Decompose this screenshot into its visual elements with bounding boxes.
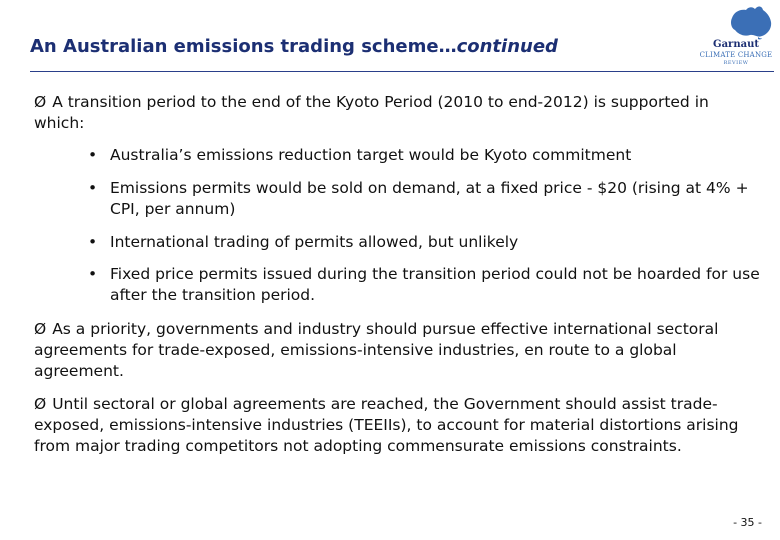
title-rule — [30, 71, 774, 72]
slide-title — [30, 36, 558, 57]
arrow-bullet-icon: Ø — [34, 320, 47, 338]
slide-title-continued: continued — [456, 36, 558, 57]
arrow-bullet-icon: Ø — [34, 395, 47, 413]
australia-map-icon — [728, 4, 774, 40]
logo-review: REVIEW — [723, 60, 749, 66]
bullet-text: Fixed price permits issued during the transition period could not be hoarded for use after the transition period. — [110, 265, 760, 304]
arrow-bullet-icon: Ø — [34, 93, 47, 111]
bullet-icon: • — [88, 265, 98, 283]
paragraph-priority — [34, 319, 754, 382]
paragraph-text: Until sectoral or global agreements are reached, the Government should assist trade-exposed, emissions-intensive industries (TEEIIs), to account for material distortions arising from major trading competitors not adopting commensurate emissions constraints. — [34, 395, 739, 455]
bullet-icon: • — [88, 179, 98, 197]
slide-title-main: An Australian emissions trading scheme… — [30, 36, 457, 57]
bullet-text: Emissions permits would be sold on demand, at a fixed price - $20 (rising at 4% + CPI, per annum) — [110, 179, 749, 218]
paragraph-text: A transition period to the end of the Kyoto Period (2010 to end-2012) is supported in which: — [34, 93, 709, 132]
bullet-text: Australia’s emissions reduction target would be Kyoto commitment — [110, 146, 632, 164]
logo-name: Garnaut — [713, 39, 759, 50]
paragraph-transition — [34, 92, 754, 134]
bullet-icon: • — [88, 146, 98, 164]
page-number: - 35 - — [733, 516, 762, 529]
logo-subtitle: CLIMATE CHANGE — [699, 51, 773, 59]
paragraph-sectoral — [34, 394, 754, 457]
paragraph-text: As a priority, governments and industry should pursue effective international sectoral agreements for trade-exposed, emissions-intensive industries, en route to a global agreement. — [34, 320, 719, 380]
bullet-text: International trading of permits allowed, but unlikely — [110, 233, 519, 251]
garnaut-logo — [696, 4, 776, 68]
bullet-icon: • — [88, 233, 98, 251]
